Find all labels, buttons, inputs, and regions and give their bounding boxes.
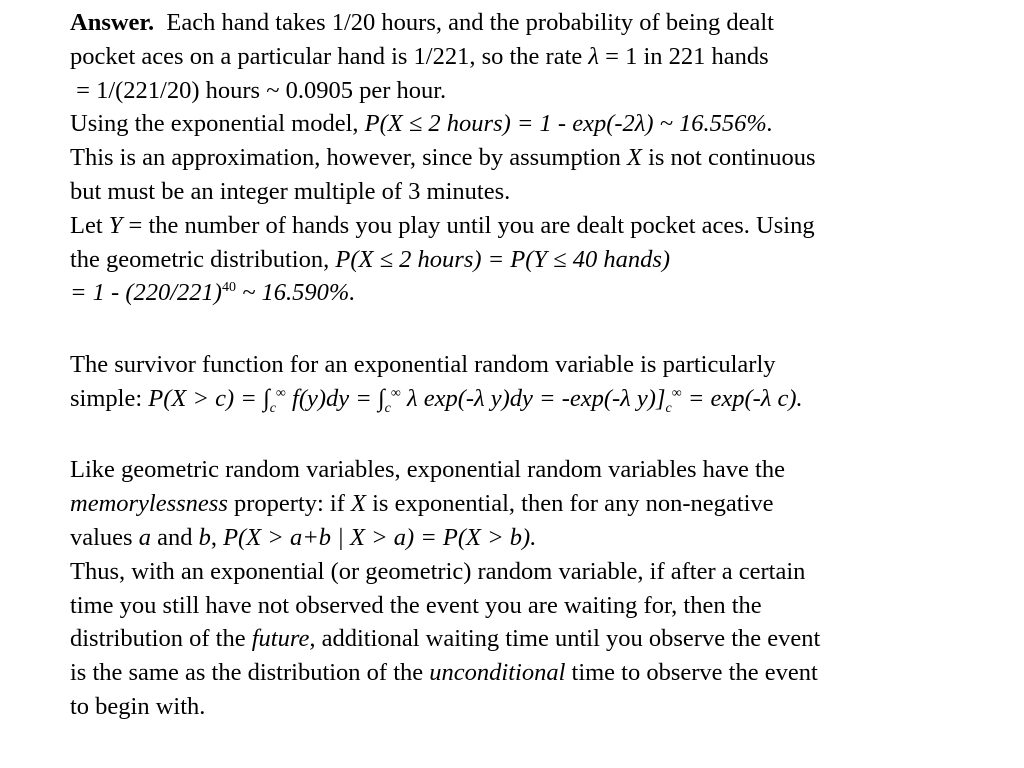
p1-l9b: ~ 16.590%. [235,279,356,307]
p1-l2b: = 1 in 221 hands [599,42,769,70]
integral-1 [263,382,276,420]
integral-upper-inf: ∞ [390,385,401,401]
p3-line-2 [70,487,970,521]
p3-l8: to begin with. [70,692,206,720]
p3-l6a: distribution of the [70,625,252,653]
p3-line-7 [70,656,970,690]
p3-l3b: and [150,523,199,551]
eval-lower-c: c [665,400,672,416]
p1-line-5 [70,141,970,175]
var-x: X [626,144,642,172]
exponential-formula: P(X ≤ 2 hours) = 1 - exp(-2λ) ~ 16.556%. [364,110,773,138]
p1-line-1 [70,6,970,40]
p3-l5: time you still have not observed the event you are waiting for, then the [70,591,762,619]
var-y: Y [108,211,123,239]
p3-line-6 [70,622,970,656]
p1-l5b: is not continuous [641,144,816,172]
p1-l3: = 1/(221/20) hours ~ 0.0905 per hour. [70,76,447,104]
p1-line-3 [70,74,970,108]
p3-l2c: is exponential, then for any non-negative [366,490,774,518]
p1-line-4 [70,107,970,141]
survivor-integrand: λ exp(-λ y)dy = -exp(-λ y)] [400,384,666,412]
integral-lower-c: c [384,400,391,416]
var-a: a [138,523,151,551]
survivor-result: = exp(-λ c). [681,384,803,412]
integral-sign: ∫ [262,384,270,412]
p3-l4: Thus, with an exponential (or geometric) random variable, if after a certain [70,557,806,585]
p1-l9a: = 1 - (220/221) [70,279,222,307]
p1-l2a: pocket aces on a particular hand is 1/221, so the rate [70,42,589,70]
memorylessness-term: memorylessness [70,490,228,518]
p3-l3a: values [70,523,139,551]
p3-line-5 [70,589,970,623]
p3-l3c: , [210,523,224,551]
p1-l1-text: Each hand takes 1/20 hours, and the probability of being dealt [154,9,774,36]
future-term: future, [251,625,316,653]
spacer [70,420,970,454]
var-b: b [198,523,211,551]
p3-line-3 [70,521,970,555]
survivor-fy: f(y)dy = [285,384,378,412]
memoryless-formula: P(X > a+b | X > a) = P(X > b). [223,523,537,551]
survivor-lhs: P(X > c) = [148,384,263,412]
answer-text-block [70,6,970,724]
p3-l1: Like geometric random variables, exponential random variables have the [70,456,785,484]
p3-l6c: additional waiting time until you observe the event [315,625,821,653]
p3-line-4 [70,555,970,589]
integral-upper-inf: ∞ [275,385,286,401]
eval-upper-inf: ∞ [671,385,682,401]
p1-l4a: Using the exponential model, [70,110,365,138]
p1-line-9 [70,276,970,314]
p3-l7c: time to observe the event [565,659,818,687]
integral-2 [378,382,391,420]
p3-l2b: property: if [227,490,352,518]
p1-l7b: = the number of hands you play until you are dealt pocket aces. Using [122,211,815,239]
p1-line-8 [70,243,970,277]
answer-label: Answer. [70,9,155,36]
p1-line-7 [70,209,970,243]
exponent-40: 40 [221,280,236,296]
p2-l2a: simple: [70,384,149,412]
var-x: X [351,490,366,518]
p1-line-6 [70,175,970,209]
p1-l5a: This is an approximation, however, since by assumption [70,144,627,172]
integral-lower-c: c [269,400,276,416]
p1-l7a: Let [70,211,109,239]
geometric-formula: P(X ≤ 2 hours) = P(Y ≤ 40 hands) [335,245,671,273]
p3-line-8 [70,690,970,724]
unconditional-term: unconditional [429,659,566,687]
p2-line-1 [70,348,970,382]
spacer [70,314,970,348]
p2-line-2 [70,382,970,420]
p1-l8a: the geometric distribution, [70,245,336,273]
lambda-symbol: λ [588,42,600,70]
p2-l1: The survivor function for an exponential random variable is particularly [70,350,776,378]
p1-l6: but must be an integer multiple of 3 minutes. [70,177,511,205]
integral-sign: ∫ [377,384,385,412]
p1-line-2 [70,40,970,74]
p3-l7a: is the same as the distribution of the [70,659,430,687]
p3-line-1 [70,453,970,487]
